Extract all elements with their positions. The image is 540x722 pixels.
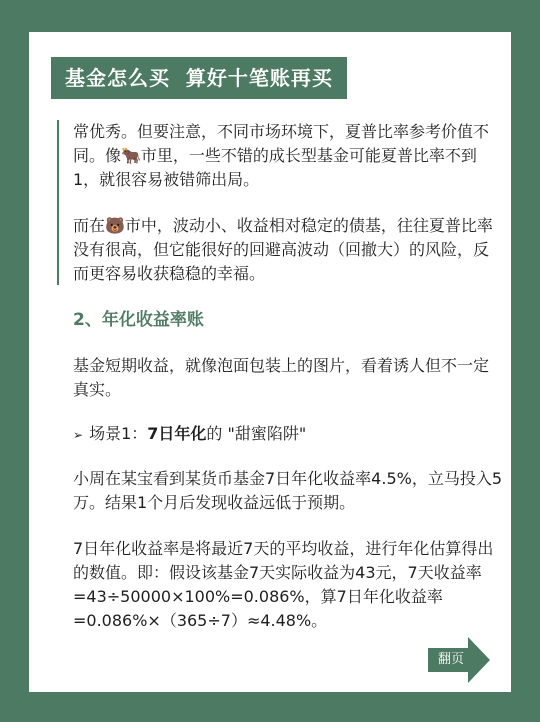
next-page-button[interactable] xyxy=(428,637,492,683)
paragraph-bear-market: 而在🐻市中，波动小、收益相对稳定的债基，往往夏普比率没有很高，但它能很好的回避高波动（回撤大）的风险，反而更容易收获稳稳的幸福。 xyxy=(73,216,493,283)
article-body xyxy=(73,120,503,633)
next-page-label: 翻页 xyxy=(438,652,465,667)
paragraph-explanation: 7日年化收益率是将最近7天的平均收益，进行年化估算得出的数值。即：假设该基金7天实际收益为43元，7天收益率=43÷50000×100%=0.086%，算7日年化收益率=0.086%×（365÷7）≈4.48%。 xyxy=(73,539,494,630)
paragraph-example: 小周在某宝看到某货币基金7日年化收益率4.5%，立马投入5万。结果1个月后发现收益远低于预期。 xyxy=(73,469,503,512)
section-heading: 2、年化收益率账 xyxy=(73,310,204,330)
scene-heading: ➢ 场景1：7日年化的 "甜蜜陷阱" xyxy=(73,424,307,443)
paragraph-short-term: 基金短期收益，就像泡面包装上的图片，看着诱人但不一定真实。 xyxy=(73,356,490,399)
arrow-icon: ➢ xyxy=(73,428,84,442)
paragraph-sharpe-context: 常优秀。但要注意，不同市场环境下，夏普比率参考价值不同。像🐂市里，一些不错的成长型基金可能夏普比率不到1，就很容易被错筛出局。 xyxy=(73,122,490,189)
quote-rule xyxy=(57,120,59,285)
page-title: 基金怎么买 算好十笔账再买 xyxy=(51,57,347,99)
